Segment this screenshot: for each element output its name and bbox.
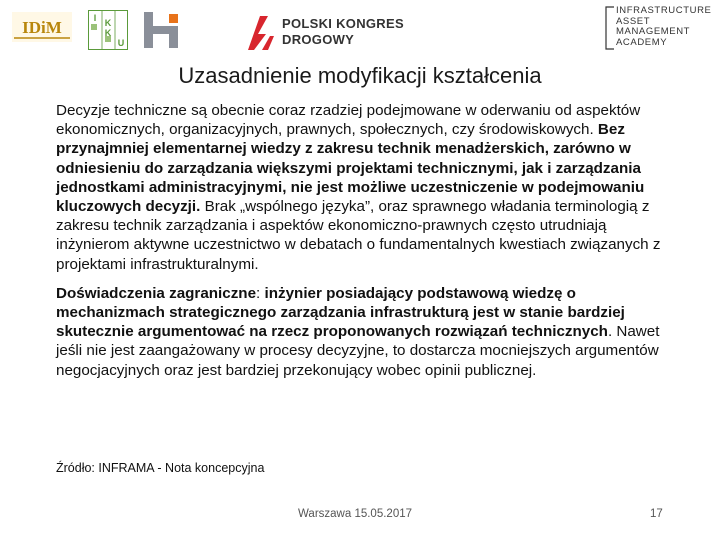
paragraph-1-emphasis: Bez przynajmniej elementarnej wiedzy z zakresu technik menadżerskich, zarówno w odniesieniu do zarządzania większymi projektami technicznymi, jak i zarządzania jednostkami administracyjnymi, nie jest możliwe uczestniczenie w podejmowaniu kluczowych decyzji.: [56, 121, 645, 216]
logo-bar: [0, 0, 720, 60]
inframa-line-4: ACADEMY: [616, 36, 668, 48]
pkd-logo-line1: POLSKI KONGRES: [282, 16, 404, 31]
pkd-emblem-icon: [238, 12, 278, 52]
ikku-logo: [88, 10, 128, 50]
inframa-bracket-icon: [604, 6, 616, 50]
source-note: Źródło: INFRAMA - Nota koncepcyjna: [56, 461, 265, 475]
paragraph-1: [56, 101, 676, 274]
idim-logo-text: IDiM: [22, 18, 62, 37]
ikku-letter-3: K: [104, 28, 112, 38]
h-logo: [142, 12, 182, 48]
inframa-logo: [604, 6, 714, 50]
inframa-line-2: ASSET: [616, 15, 651, 27]
paragraph-2-rest: . Nawet jeśli nie jest zaangażowany w procesy decyzyjne, to dostarcza mocniejszych argumentów negocjacyjnych oraz jest bardziej przekonujący wobec opinii publicznej.: [56, 323, 660, 379]
ikku-letter-2: K: [104, 18, 112, 28]
ikku-letter-1: I: [93, 13, 97, 23]
paragraph-1-rest: Brak „wspólnego języka”, oraz sprawnego władania terminologią z zakresu technik zarządzania i aspektów ekonomiczno-prawnych często utrudniają inżynierom aktywne uczestnictwo w debatach o fundamentalnych kwestiach związanych z projektami infrastrukturalnymi.: [56, 198, 661, 273]
paragraph-2: [56, 284, 676, 380]
inframa-line-3: MANAGEMENT: [616, 26, 691, 37]
idim-logo: [12, 12, 72, 42]
slide-body: [56, 101, 676, 380]
paragraph-2-emphasis: inżynier posiadający podstawową wiedzę o mechanizmach strategicznego zarządzania infrastrukturą jest w stanie bardziej skutecznie argumentować na rzecz proponowanych rozwiązań technicznych: [56, 284, 625, 341]
inframa-line-1: INFRASTRUCTURE: [616, 5, 712, 16]
ikku-letter-4: U: [117, 38, 125, 48]
pkd-logo-line2: DROGOWY: [282, 32, 355, 47]
paragraph-2-colon: :: [256, 284, 265, 302]
paragraph-1-intro: Decyzje techniczne są obecnie coraz rzadziej podejmowane w oderwaniu od aspektów ekonomicznych, organizacyjnych, prawnych, społecznych, czy środowiskowych.: [56, 102, 641, 139]
footer-place-date: Warszawa 15.05.2017: [298, 508, 413, 520]
slide-title: Uzasadnienie modyfikacji kształcenia: [178, 63, 542, 88]
paragraph-2-heading: Doświadczenia zagraniczne: [56, 284, 257, 302]
pkd-logo: [238, 12, 418, 52]
page-number: 17: [650, 508, 663, 520]
